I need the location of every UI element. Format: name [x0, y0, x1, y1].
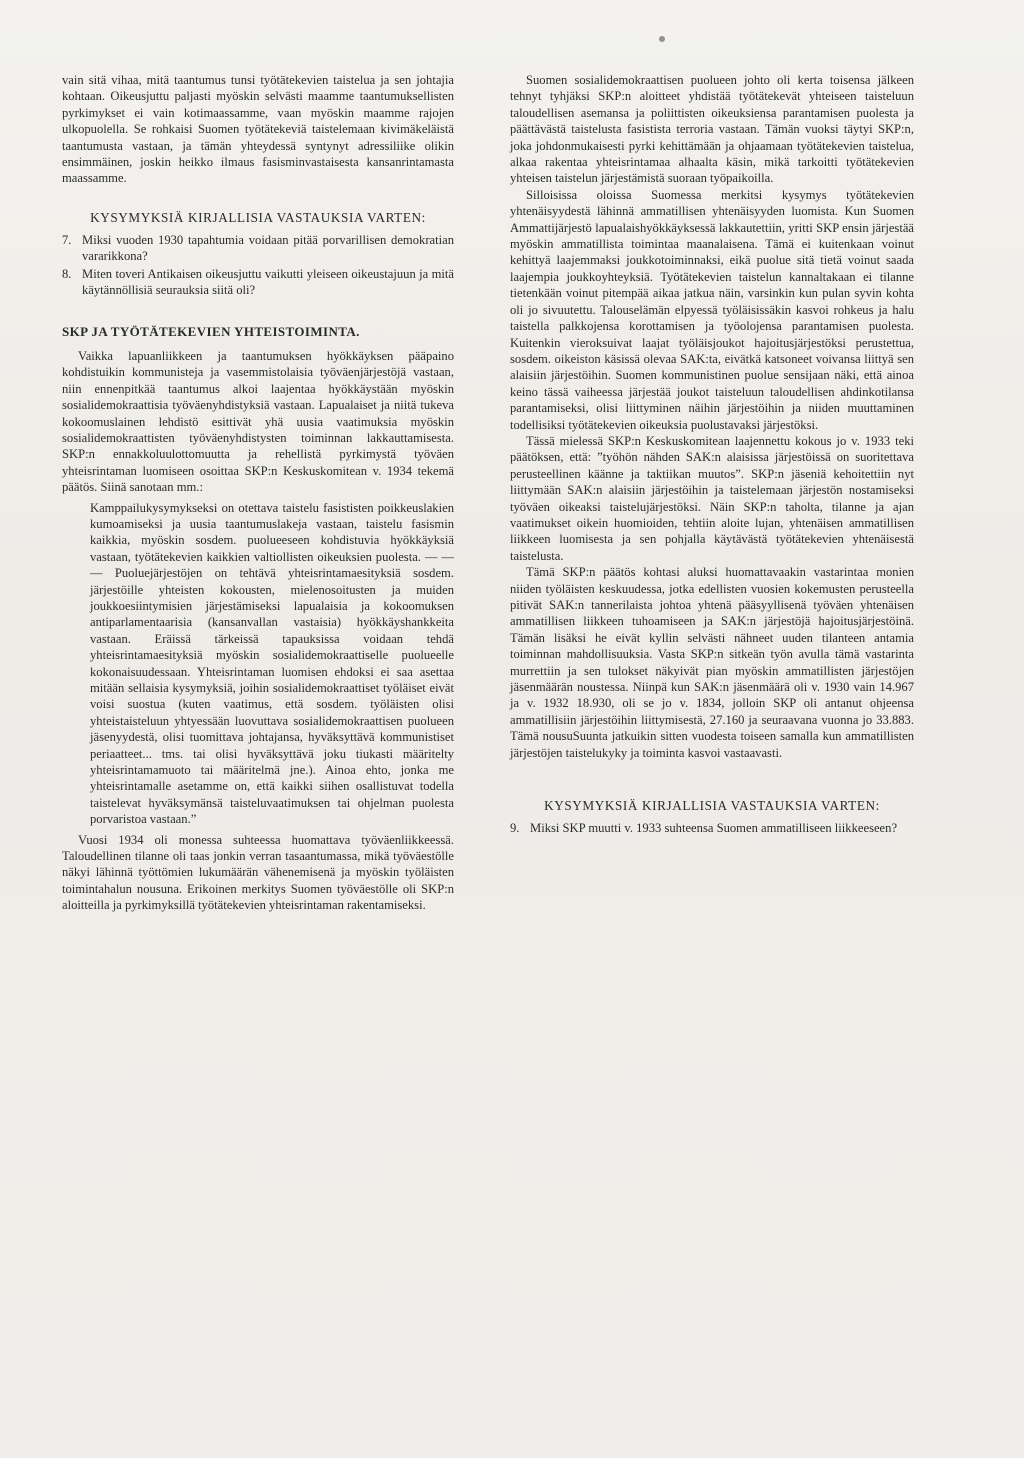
question-number: 9. — [510, 821, 520, 836]
quote-text: Kamppailukysymykseksi on otettava taistelu fasististen poikkeuslakien kumoamiseksi ja uusia taantumuslakeja vastaan, taistelu fasismin kaikkia, myöskin sosdem. puolueeseen kohdistuvia hyökkäyksiä vastaan, työtätekevien kaikkien valtiollisten oikeuksien puolesta. — — — Puoluejärjestöjen on tehtävä yhteisrintamaesityksiä sosdem. järjestöille yhteisten kokousten, mielenosoitusten ja muiden joukkoesiintymisien järjestämiseksi lapualaisia ja kokoomuksen antiparlamentaarisia (kansanvallan vastaisia) hyökkäyshankkeita vastaan. Eräissä tärkeissä tapauksissa voidaan tehdä yhteisrintamaesityksiä myöskin sosialidemokraattiselle puolueelle kokonaisuudessaan. Yhteisrintaman luomisen ehdoksi ei saa asettaa mitään sellaisia kysymyksiä, joihin sosialidemokraattiset työläiset eivät voisi suostua (kuten vaatimus, että sosdem. työläisten olisi yhteistaisteluun yhtyessään luovuttava sosialidemokraattisen puolueen jäsenyydestä, olisi tuomittava johtajansa, hyväksyttävä kommunistiset periaatteet... tms. tai olisi hyväksyttävä joku tiukasti määritelty yhteisrintamamuoto tai määritelmä jne.). Ainoa ehto, jonka me yhteisrintamalle asetamme on, että kaikki siihen osallistuvat todella taistelevat hyväksymänsä taisteluvaatimuksen tai ohjelman puolesta porvaristoa vastaan.” — [90, 500, 454, 827]
right-paragraph-2: Silloisissa oloissa Suomessa merkitsi kysymys työtätekevien yhtenäisyydestä lähinnä ammatillisen yhtenäisyyden luomista. Kun Suomen Ammattijärjestö lapualaishyökkäyksessä lakkautettiin, yritti SKP ensin järjestää myöskin ammatillista toimintaa maanalaisena. Tämä ei kuitenkaan voinut kehittyä laajemmaksi joukkotoiminnaksi, eikä puolue sitä tietä voinut saada laajempia joukkoyhteyksiä. Työtätekevien taistelun kannaltakaan ei tilanne tietenkään voinut pitempää aikaa jatkua näin, varsinkin kun pulan syvin kohta oli jo sivuutettu. Talouselämän elpyessä työläisissäkin kasvoi rohkeus ja halu taistella palkkojensa korottamisen ja työolojensa parantamisen puolesta. Kuitenkin vieroksuivat laajat työläisjoukot hajoitusjärjestöksi perustettua, sosdem. oikeiston käsissä olevaa SAK:ta, eivätkä katsoneet voivansa liittyä sen alaisiin järjestöihin. Suomen kommunistinen puolue sensijaan näki, että ainoa keino tässä vaiheessa järjestää joukot taisteluun taloudellisen ahdinkotilansa parantamiseksi, olisi liittyminen näihin järjestöihin ja niiden muuttaminen todellisiksi työtätekevien oikeuksia puolustavaksi järjestöksi. — [510, 187, 914, 432]
resolution-quote — [90, 500, 454, 828]
question-text: Miksi vuoden 1930 tapahtumia voidaan pitää porvarillisen demokratian vararikkona? — [82, 232, 454, 264]
question-item — [62, 232, 454, 265]
question-number: 8. — [62, 266, 72, 281]
left-paragraph-3: Vuosi 1934 oli monessa suhteessa huomattava työväenliikkeessä. Taloudellinen tilanne oli taas jonkin verran tasaantumassa, mikä työväestölle näkyi lähinnä työttömien lukumäärän vähenemisenä ja myöskin työläisten toimintahalun nousuna. Erikoinen merkitys Suomen työväestölle oli SKP:n aloitteilla ja pyrkimyksillä työtätekevien yhteisrintaman rakentamiseksi. — [62, 832, 454, 913]
right-paragraph-1: Suomen sosialidemokraattisen puolueen johto oli kerta toisensa jälkeen tehnyt tyhjäksi SKP:n aloitteet yhdistää työtätekevät yhteiseen taisteluun taloudellisen asemansa ja poliittisten oikeuksiensa parantamisen puolesta ja päättävästä taistelusta fasistista terroria vastaan. Tämän vuoksi täytyi SKP:n, joka johdonmukaisesti pyrki kehittämään ja ohjaamaan työtätekevien taistelua, alkaa rakentaa yhteisrintamaa alhaalta käsin, mikä tarkoitti työtätekevien yhteisen taistelun järjestämistä suoraan työpaikoilla. — [510, 73, 914, 186]
left-questions-list — [62, 232, 454, 299]
question-item — [62, 266, 454, 299]
section-title: SKP JA TYÖTÄTEKEVIEN YHTEISTOIMINTA. — [62, 324, 360, 340]
right-paragraph-4: Tämä SKP:n päätös kohtasi aluksi huomattavaakin vastarintaa monien niiden työläisten keskuudessa, jotka edellisten vuosien kokemusten perusteella pitivät SAK:n tannerilaista johtoa yhtenä pääsyyllisenä työväen yhtenäisen ammatillisen liikkeen tuhoamiseen ja SAK:n järjestöjä hajoitusjärjestöinä. Tämän lisäksi he eivät kyllin selvästi nähneet uuden tilanteen antamia toiminnan mahdollisuuksia. Vasta SKP:n sitkeän työn avulla tämä vastarinta murrettiin ja sen tulokset näkyivät pian myöskin ammatillisten järjestöjen jäsenmäärän noustessa. Niinpä kun SAK:n jäsenmäärä oli v. 1930 vain 14.967 ja v. 1932 18.930, oli se jo v. 1834, jolloin SKP oli antanut ohjeensa ammatillisiin järjestöihin liittymisestä, 27.160 ja seuraavana vuonna jo 33.883. Tämä nousuSuunta jatkuikin sitten vuodesta toiseen samalla kun ammatillisten järjestöjen taistelukyky ja toiminta kasvoi vastaavasti. — [510, 565, 914, 760]
scan-dot-mark — [659, 36, 665, 42]
left-paragraph-1: vain sitä vihaa, mitä taantumus tunsi työtätekevien taistelua ja sen johtajia kohtaan. Oikeusjuttu paljasti myöskin selvästi maamme taantumuksellisten pyrkimykset ei vain kotimaassamme, vaan myöskin maamme rajojen ulkopuolella. Se rohkaisi Suomen työtätekeviä taistelemaan kivimäkeläistä taantumusta vastaan, ja tämän yhteydessä syntynyt adressiliike olikin ensimmäinen, joskin heikko ilmaus fasisminvastaisesta kansanrintamasta maassamme. — [62, 73, 454, 186]
question-text: Miten toveri Antikaisen oikeusjuttu vaikutti yleiseen oikeustajuun ja mitä käytännöllisiä seurauksia siitä oli? — [82, 266, 454, 298]
left-questions-heading: KYSYMYKSIÄ KIRJALLISIA VASTAUKSIA VARTEN: — [90, 209, 426, 225]
question-number: 7. — [62, 232, 72, 247]
left-paragraph-2: Vaikka lapuanliikkeen ja taantumuksen hyökkäyksen pääpaino kohdistuikin kommunisteja ja vasemmistolaisia työväenjärjestöjä vastaan, niin ennenpitkää taantumus alkoi laajentaa hyökkäystään myöskin sosialidemokraattisia työväenyhdistyksiä vastaan. Lapualaiset ja niitä tukeva kokoomuslainen lehdistö esittivät yhä uusia vaatimuksia myöskin sosialidemokraattisten työväenyhdistysten toiminnan lakkauttamisesta. SKP:n ennakkoluulottomuutta ja rehellistä pyrkimystä työväen yhteisrintaman luomiseen osoittaa SKP:n Keskuskomitean v. 1934 tekemä päätös. Siinä sanotaan mm.: — [62, 348, 454, 495]
right-paragraph-3: Tässä mielessä SKP:n Keskuskomitean laajennettu kokous jo v. 1933 teki päätöksen, että: ”työhön nähden SAK:n alaisissa järjestöissä on suoritettava perusteellinen käänne ja taktiikan muutos”. SKP:n jäseniä kehoitettiin nyt liittymään SAK:n alaisiin järjestöihin ja taistelemaan järjestön nostamiseksi työväen oikeaksi taistelujärjestöksi. Näin SKP:n taholta, tilanne ja ajan vaatimukset oikein huomioiden, tehtiin aloite lujan, yhtenäisen ammatillisen liikkeen luomisesta ja sen pohjalla käytävästä työtätekevien yhtenäisestä taistelusta. — [510, 433, 914, 563]
right-questions-list — [510, 820, 914, 836]
left-column — [62, 72, 454, 914]
right-questions-heading: KYSYMYKSIÄ KIRJALLISIA VASTAUKSIA VARTEN: — [544, 798, 880, 814]
right-column — [510, 72, 914, 837]
question-item — [510, 820, 914, 836]
question-text: Miksi SKP muutti v. 1933 suhteensa Suomen ammatilliseen liikkeeseen? — [530, 821, 898, 836]
